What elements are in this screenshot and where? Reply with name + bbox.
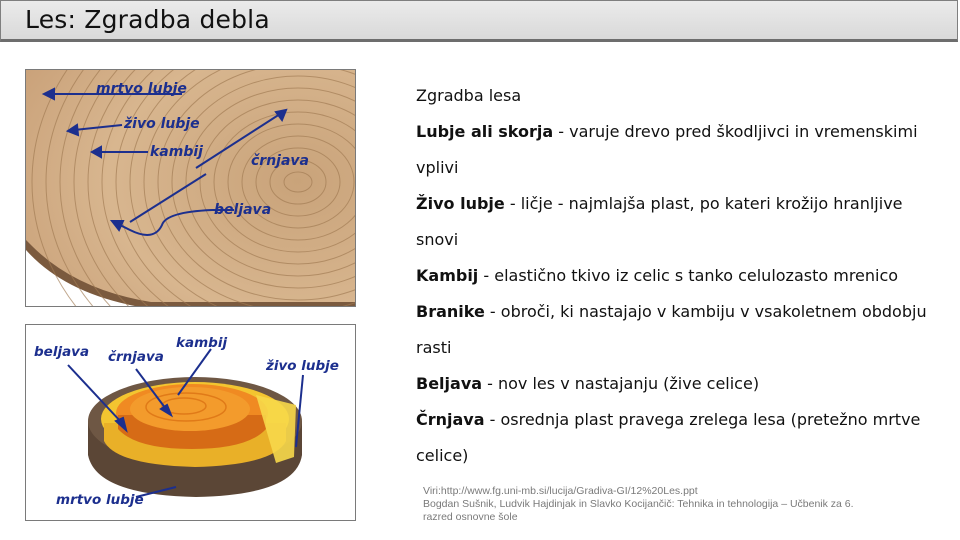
- source-line-3: razred osnovne šole: [423, 511, 518, 523]
- trunk-cross-section-drawing: [26, 70, 356, 307]
- desc-beljava: - nov les v nastajanju (žive celice): [482, 374, 760, 393]
- term-zivo-lubje: Živo lubje: [416, 194, 505, 213]
- desc-crnjava: - osrednja plast pravega zrelega lesa (pretežno mrtve celice): [416, 410, 921, 465]
- label-zivo-lubje-2: živo lubje: [266, 358, 339, 374]
- term-kambij: Kambij: [416, 266, 479, 285]
- trunk-cross-section-image: [25, 69, 356, 307]
- item-zivo-lubje: [416, 186, 936, 258]
- label-beljava: beljava: [214, 202, 272, 218]
- label-zivo-lubje: živo lubje: [124, 116, 200, 132]
- term-branike: Branike: [416, 302, 485, 321]
- term-beljava: Beljava: [416, 374, 483, 393]
- trunk-slice-drawing: [26, 325, 356, 521]
- desc-zivo-lubje: - ličje - najmlajša plast, po kateri krožijo hranljive snovi: [416, 194, 903, 249]
- item-lubje: [416, 114, 936, 186]
- item-kambij: [416, 258, 936, 294]
- source-line-2: Bogdan Sušnik, Ludvik Hajdinjak in Slavko Kocijančič: Tehnika in tehnologija – Učbenik za 6.: [423, 498, 854, 510]
- content-text: [416, 78, 936, 474]
- item-crnjava: [416, 402, 936, 474]
- item-branike: [416, 294, 936, 366]
- label-beljava-2: beljava: [34, 344, 90, 360]
- desc-branike: - obroči, ki nastajajo v kambiju v vsakoletnem obdobju rasti: [416, 302, 927, 357]
- source-line-1: Viri:http://www.fg.uni-mb.si/lucija/Gradiva-GI/12%20Les.ppt: [423, 485, 698, 497]
- label-mrtvo-lubje-2: mrtvo lubje: [56, 492, 144, 508]
- desc-kambij: - elastično tkivo iz celic s tanko celulozasto mrenico: [478, 266, 899, 285]
- label-kambij: kambij: [150, 144, 203, 160]
- source-notes: [423, 485, 933, 524]
- term-crnjava: Črnjava: [416, 410, 485, 429]
- item-beljava: [416, 366, 936, 402]
- term-lubje: Lubje ali skorja: [416, 122, 554, 141]
- desc-lubje: - varuje drevo pred škodljivci in vremenskimi vplivi: [416, 122, 918, 177]
- label-crnjava-2: črnjava: [108, 349, 164, 365]
- label-mrtvo-lubje: mrtvo lubje: [96, 81, 187, 97]
- trunk-slice-image: [25, 324, 356, 521]
- content-heading: Zgradba lesa: [416, 86, 522, 105]
- page-title: Les: Zgradba debla: [25, 5, 270, 34]
- label-kambij-2: kambij: [176, 335, 228, 351]
- title-bar: [0, 0, 958, 42]
- label-crnjava: črnjava: [251, 153, 309, 169]
